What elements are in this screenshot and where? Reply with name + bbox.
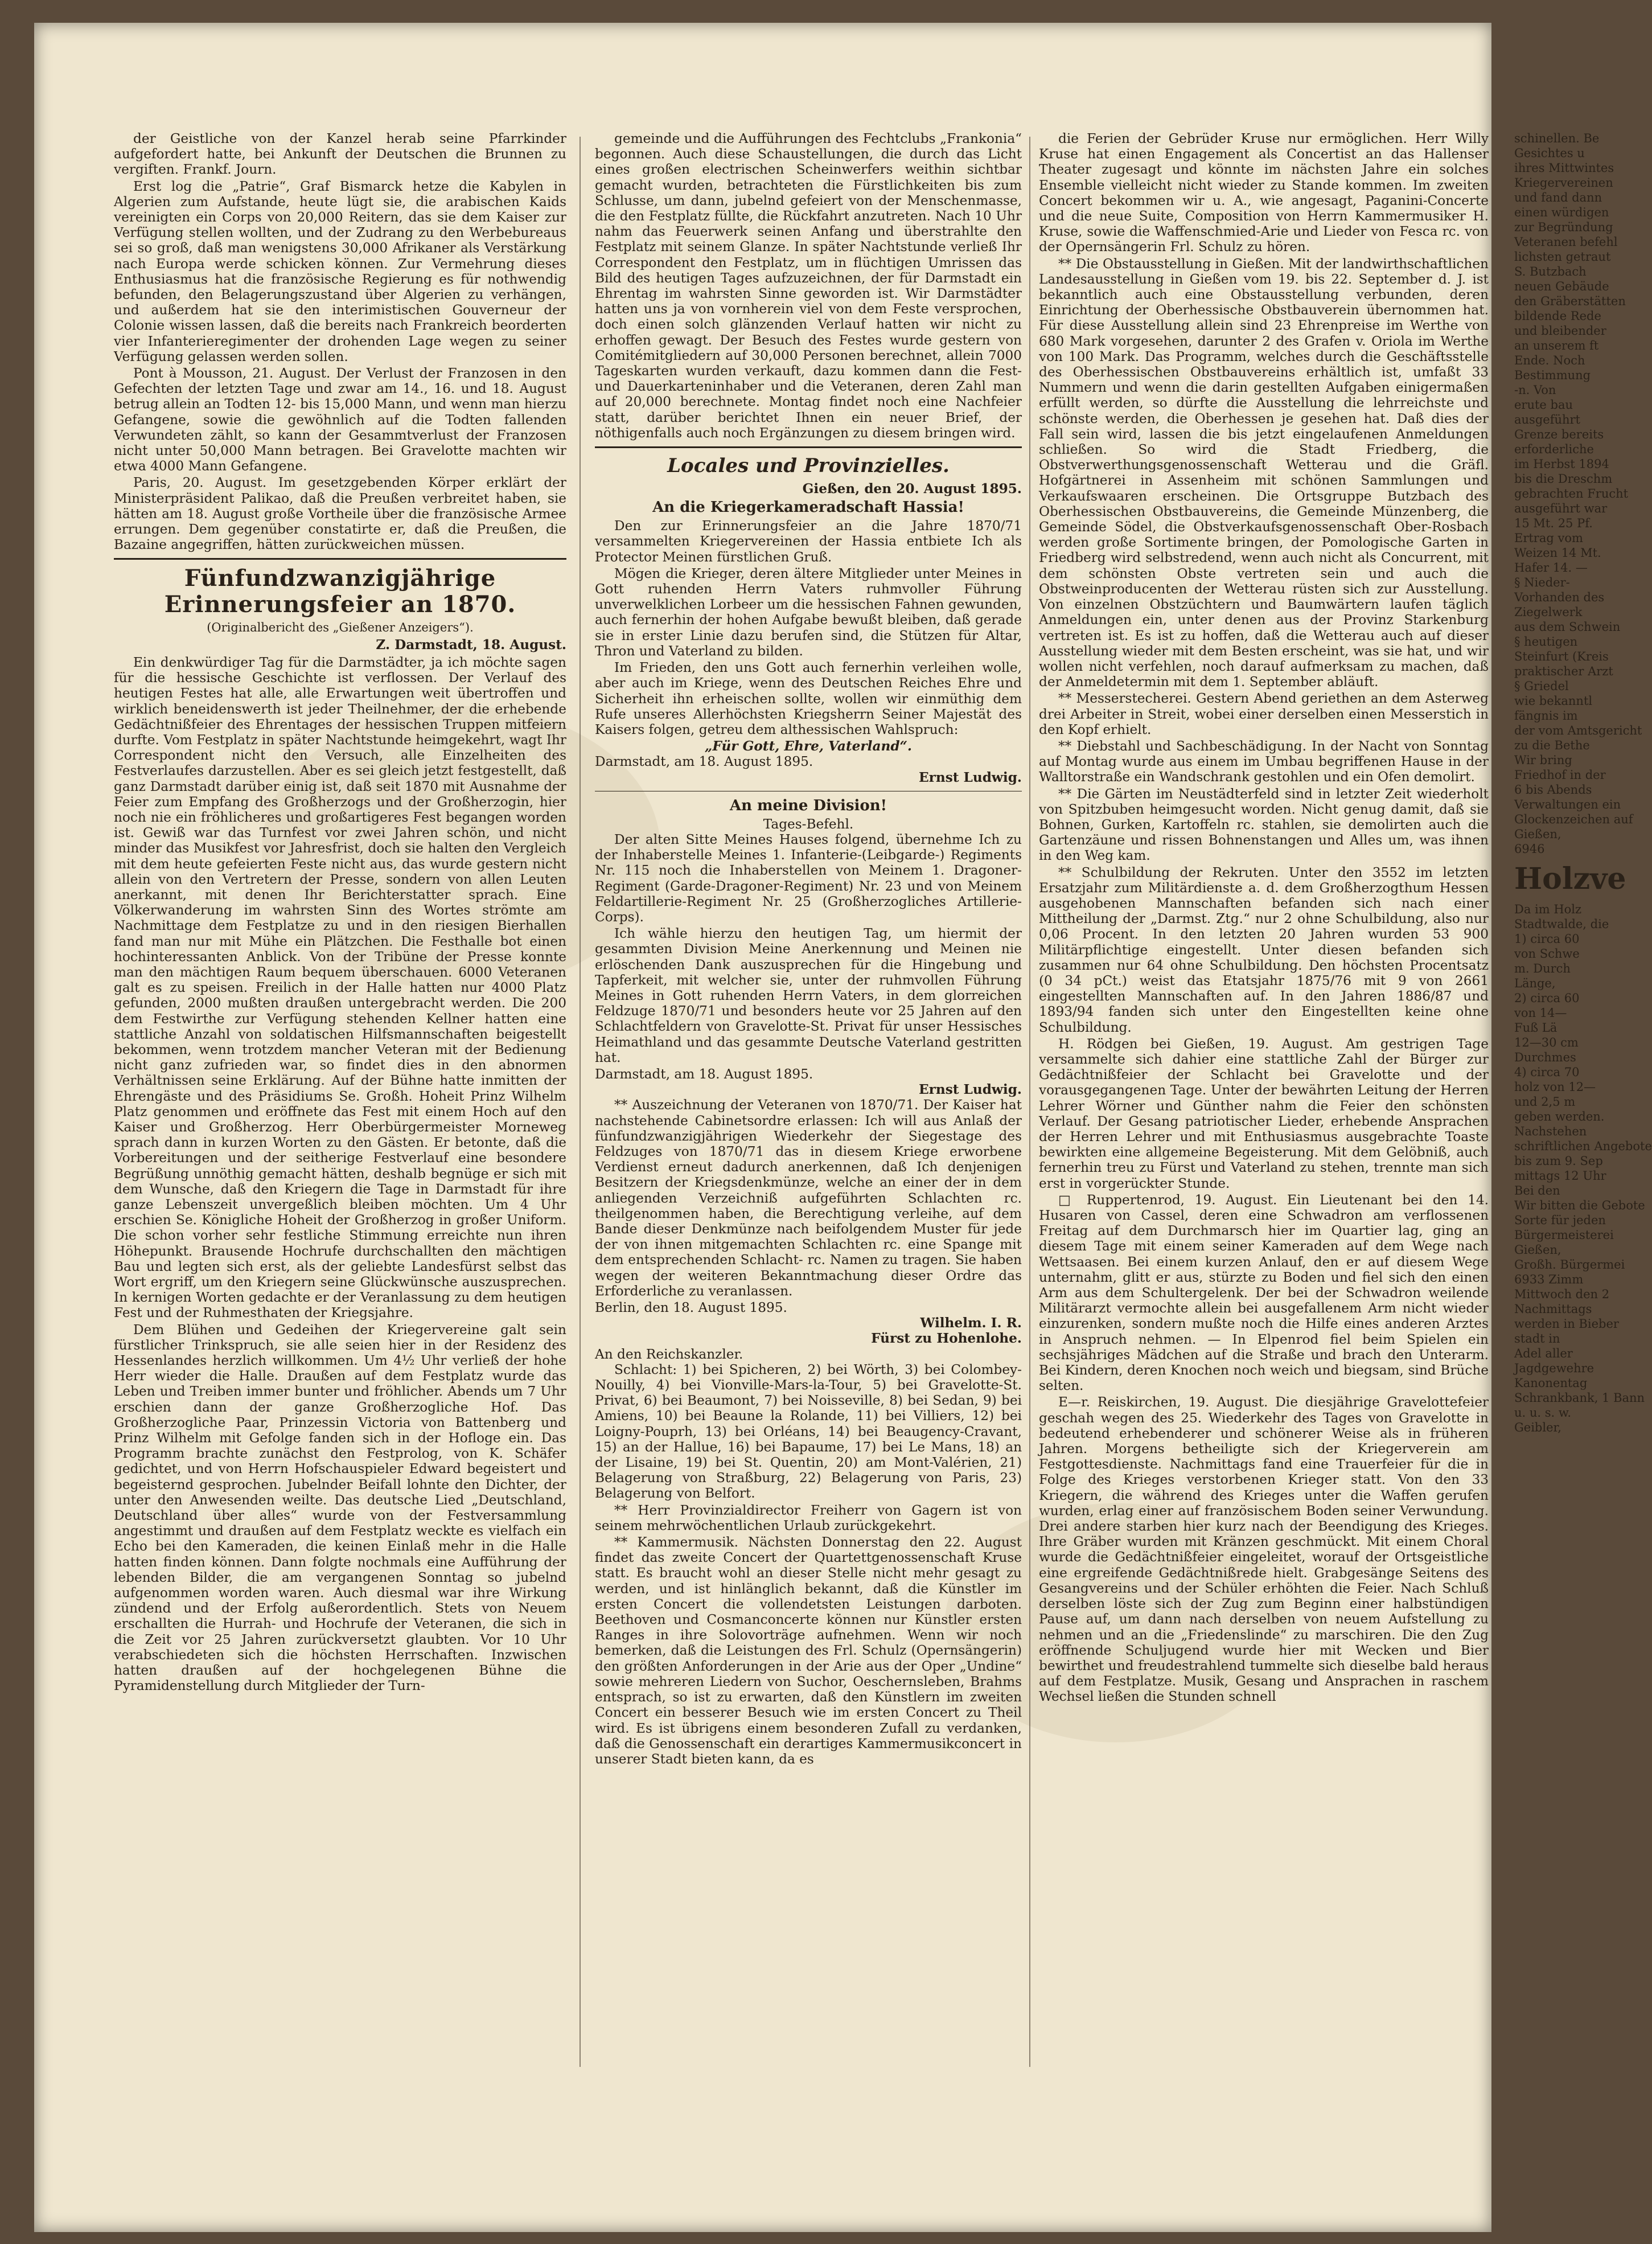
edge-text-line: Adel aller [1514, 1347, 1573, 1360]
edge-text-line: 6 bis Abends [1514, 783, 1592, 797]
edge-text-line: ausgeführt war [1514, 502, 1608, 515]
edge-text-line: § Nieder- [1514, 576, 1570, 589]
edge-text-line: Gießen, [1514, 1243, 1561, 1257]
edge-text-line: Länge, [1514, 977, 1556, 990]
order-title: An meine Division! [729, 797, 887, 814]
edge-text-line: Gießen, [1514, 827, 1561, 841]
paragraph: Schlacht: 1) bei Spicheren, 2) bei Wörth, 3) bei Colombey-Nouilly, 4) bei Vionville-Mars-la-Tour, 5) bei Gravelotte-St. Privat, 6) bei Beaumont, 7) bei Noisseville, 8) bei Sedan, 9) bei Amiens, 10) bei Beaune la Rolande, 11) bei Villiers, 12) bei Loigny-Pouprh, 13) bei Orléans, 14) bei Beaugency-Cravant, 15) an der Hallue, 16) bei Bapaume, 17) bei Le Mans, 18) an der Lisaine, 19) bei St. Quentin, 20) am Mont-Valérien, 21) Belagerung von Straßburg, 22) Belagerung von Paris, 23) Belagerung von Belfort. [595, 1361, 1022, 1502]
section-divider [595, 446, 1022, 448]
paragraph: ** Kammermusik. Nächsten Donnerstag den 22. August findet das zweite Concert der Quartettgenossenschaft Kruse statt. Es braucht wohl an dieser Stelle nicht mehr gesagt zu werden, und ist hinlänglich bekannt, daß die Künstler im ersten Concert die vollendetsten Leistungen darboten. Beethoven und Cosmanconcerte können nur Künstler ersten Ranges in ihre Solovorträge aufnehmen. Wenn wir noch bemerken, daß die Leistungen des Frl. Schulz (Opernsängerin) den größten Anforderungen in der Arie aus der Oper „Undine“ sowie mehreren Liedern von Suchor, Oeschernsleben, Brahms entsprach, so ist zu erwarten, daß den Künstlern im zweiten Concert ein besserer Besuch wie im ersten Concert zu Theil wird. Es ist übrigens einem besonderen Zufall zu verdanken, daß die Genossenschaft ein derartiges Kammermusikconcert in unserer Stadt bieten kann, da es [595, 1535, 1022, 1767]
paragraph: ** Messerstecherei. Gestern Abend geriethen an dem Asterweg drei Arbeiter in Streit, wobei einer derselben einen Messerstich in den Kopf erhielt. [1039, 691, 1489, 737]
article-origin: (Originalbericht des „Gießener Anzeigers“). [207, 621, 474, 635]
edge-text-line: ausgeführt [1514, 413, 1580, 426]
edge-text-line: praktischer Arzt [1514, 664, 1613, 678]
edge-text-line: Da im Holz [1514, 902, 1582, 916]
section-title: Locales und Provinzielles. [667, 454, 950, 478]
addressee: An den Reichskanzler. [595, 1346, 743, 1362]
edge-text-line: Ende. Noch [1514, 354, 1585, 367]
edge-text-line: Verwaltungen ein [1514, 798, 1621, 811]
paragraph: ** Auszeichnung der Veteranen von 1870/71. Der Kaiser hat nachstehende Cabinetsordre erlassen: Ich will aus Anlaß der fünfundzwanzigjährigen Wiederkehr der Siegestage des Feldzuges von 1870/71 das in diesem Kriege erworbene Verdienst erneut dadurch anerkennen, daß Ich denjenigen Besitzern der Kriegsdenkmünze, welche an einer der in dem anliegenden Verzeichniß aufgeführten Schlachten rc. theilgenommen haben, die Berechtigung verleihe, auf dem Bande dieser Denkmünze nach beifolgendem Muster für jede der von ihnen mitgemachten Schlachten rc. eine Spange mit dem entsprechenden Schlacht- rc. Namen zu tragen. Sie haben wegen der weiteren Bekanntmachung dieser Ordre das Erforderliche zu veranlassen. [595, 1097, 1022, 1299]
countersignature: Fürst zu Hohenlohe. [871, 1331, 1022, 1347]
edge-text-line: stadt in [1514, 1332, 1560, 1345]
paragraph: ** Diebstahl und Sachbeschädigung. In der Nacht von Sonntag auf Montag wurde aus einem im Umbau begriffenen Hause in der Walltorstraße ein Wandschrank gestohlen und ein Ofen demolirt. [1039, 738, 1489, 785]
edge-text-line: Steinfurt (Kreis [1514, 650, 1609, 663]
edge-text-line: aus dem Schwein [1514, 620, 1621, 634]
edge-text-line: Mittwoch den 2 [1514, 1287, 1610, 1301]
edge-text-line: Bürgermeisterei [1514, 1228, 1614, 1242]
edge-text-line: Veteranen befehl [1514, 235, 1618, 249]
edge-text-line: bis zum 9. Sep [1514, 1154, 1603, 1168]
paragraph: gemeinde und die Aufführungen des Fechtclubs „Frankonia“ begonnen. Auch diese Schaustellungen, die durch das Licht eines großen electrischen Scheinwerfers weithin sichtbar gemacht wurden, betrachteten die Fürstlichkeiten bis zum Schlusse, um dann, jubelnd gefeiert von der Menschenmasse, die den Festplatz füllte, die Rückfahrt anzutreten. Nach 10 Uhr nahm das Feuerwerk seinen Anfang und überstrahlte den Festplatz mit seinem Glanze. In später Nachtstunde verließ Ihr Correspondent den Festplatz, um in flüchtigen Umrissen das Bild des heutigen Tages aufzuzeichnen, der für Darmstadt ein Ehrentag im wahrsten Sinne geworden ist. Wir Darmstädter hatten uns ja von vornherein viel von dem Feste versprochen, doch einen solch glänzenden Verlauf hatten wir nicht zu erhoffen gewagt. Der Besuch des Festes wurde gestern von Comitémitgliedern auf 30,000 Personen berechnet, allein 7000 Tageskarten wurden verkauft, dazu kommen dann die Fest- und Dauerkarteninhaber und die Veteranen, deren Zahl man auf 20,000 berechnete. Montag findet noch eine Nachfeier statt, darüber berichtet Ihnen ein neuer Brief, der nöthigenfalls auch noch Ergänzungen zu diesem bringen wird. [595, 131, 1022, 441]
edge-text-line: ihres Mittwintes [1514, 161, 1614, 175]
edge-text-line: Hafer 14. — [1514, 561, 1588, 575]
column-2 [595, 131, 1022, 2112]
edge-text-line: Weizen 14 Mt. [1514, 546, 1601, 560]
edge-text-line: von Schwe [1514, 947, 1580, 961]
edge-text-line: 6933 Zimm [1514, 1273, 1584, 1286]
edge-text-line: zur Begründung [1514, 220, 1613, 234]
edge-text-line: an unserem ft [1514, 339, 1599, 352]
signature: Ernst Ludwig. [918, 769, 1022, 785]
edge-text-line: und 2,5 m [1514, 1095, 1576, 1109]
column-3 [1039, 131, 1489, 2112]
article-dateline: Z. Darmstadt, 18. August. [376, 637, 566, 653]
column-rule [580, 137, 581, 2067]
paragraph: ** Die Gärten im Neustädterfeld sind in letzter Zeit wiederholt von Spitzbuben heimgesucht worden. Nicht genug damit, daß sie Bohnen, Gurken, Kartoffeln rc. stahlen, sie demolirten auch die Gartenzäune und rissen Bohnenstangen und Alles um, was ihnen in den Weg kam. [1039, 786, 1489, 864]
edge-text-line: Gesichtes u [1514, 146, 1585, 160]
edge-text-line: Friedhof in der [1514, 768, 1606, 782]
edge-text-line: und fand dann [1514, 191, 1602, 204]
edge-text-line: Schrankbank, 1 Bann [1514, 1391, 1645, 1405]
edge-text-line: Ertrag vom [1514, 531, 1583, 545]
paragraph: Ich wähle hierzu den heutigen Tag, um hiermit der gesammten Division Meine Anerkennung und Meinen nie erlöschenden Dank auszusprechen für die Hingebung und Tapferkeit, mit welcher sie, unter der ruhmvollen Führung Meines in Gott ruhenden Herrn Vaters, in dem glorreichen Feldzuge 1870/71 und besonders heute vor 25 Jahren auf den Schlachtfeldern von Gravelotte-St. Privat für unser Hessisches Heimathland und das gesammte Deutsche Vaterland gestritten hat. [595, 926, 1022, 1065]
paragraph: Der alten Sitte Meines Hauses folgend, übernehme Ich zu der Inhaberstelle Meines 1. Infanterie-(Leibgarde-) Regiments Nr. 115 noch die Inhaberstellen von Meinem 1. Dragoner-Regiment (Garde-Dragoner-Regiment) Nr. 23 und von Meinem Feldartillerie-Regiment Nr. 25 (Großherzogliches Artillerie-Corps). [595, 831, 1022, 925]
signature: Ernst Ludwig. [918, 1082, 1022, 1098]
edge-text-line: von 14— [1514, 1006, 1567, 1020]
article-headline: Fünfundzwanzigjährige Erinnerungsfeier an 1870. [164, 565, 516, 618]
edge-text-line: mittags 12 Uhr [1514, 1169, 1606, 1183]
edge-text-line: Großh. Bürgermei [1514, 1258, 1625, 1271]
edge-text-line: fängnis im [1514, 709, 1578, 723]
paragraph: Pont à Mousson, 21. August. Der Verlust der Franzosen in den Gefechten der letzten Tage und zwar am 14., 16. und 18. August betrug allein an Todten 12- bis 15,000 Mann, und wenn man hierzu Gefangene, sowie die gewöhnlich auf die Todten fallenden Verwundeten zählt, so kann der Gesammtverlust der Franzosen nicht unter 50,000 Mann betragen. Bei Gravelotte machten wir etwa 4000 Mann Gefangene. [114, 366, 566, 474]
paragraph: Mögen die Krieger, deren ältere Mitglieder unter Meines in Gott ruhenden Herrn Vaters ruhmvoller Führung unverwelklichen Lorbeer um die hessischen Fahnen gewunden, auch fernerhin der hohen Aufgabe bewußt bleiben, daß gerade sie in erster Linie dazu berufen sind, die Stützen für Altar, Thron und Vaterland zu bilden. [595, 565, 1022, 659]
edge-text-line: und bleibender [1514, 324, 1606, 338]
edge-text-line: Sorte für jeden [1514, 1213, 1606, 1227]
edge-text-line: Nachmittags [1514, 1302, 1592, 1316]
column-1 [114, 131, 566, 2112]
edge-text-line: Geibler, [1514, 1421, 1561, 1434]
edge-text-line: 12—30 cm [1514, 1036, 1579, 1049]
edge-text-line: lichsten getraut [1514, 250, 1611, 264]
edge-text-line: erforderliche [1514, 442, 1594, 456]
paragraph: ** Schulbildung der Rekruten. Unter den 3552 im letzten Ersatzjahr zum Militärdienste a. d. dem Großherzogthum Hessen ausgehobenen Mannschaften befanden sich nach einer Mittheilung der „Darmst. Ztg.“ nur 2 ohne Schulbildung, also nur 0,06 Procent. In den letzten 20 Jahren wurden 53 900 Militärpflichtige eingestellt. Unter diesen befanden sich zusammen nur 64 ohne Schulbildung. Den höchsten Procentsatz (0 34 pCt.) weist das Etatsjahr 1875/76 mit 9 von 2661 eingestellten Mannschaften auf. In den Jahren 1886/87 und 1893/94 fanden sich unter den Eingestellten keine ohne Schulbildung. [1039, 864, 1489, 1035]
edge-text-line: Wir bring [1514, 753, 1572, 767]
edge-text-line: holz von 12— [1514, 1080, 1596, 1094]
paragraph: der Geistliche von der Kanzel herab seine Pfarrkinder aufgefordert hatte, bei Ankunft der Deutschen die Brunnen zu vergiften. Frankf. Journ. [114, 131, 566, 178]
paragraph: □ Ruppertenrod, 19. August. Ein Lieutenant bei den 14. Husaren von Cassel, deren eine Schwadron am verflossenen Freitag auf dem Durchmarsch hier im Quartier lag, ging an diesem Tage mit einem seiner Kameraden auf dem Wege nach Wettsaasen. Bei einem kurzen Anlauf, den er auf diesem Wege unternahm, glitt er aus, stürzte zu Boden und fiel sich den einen Arm aus dem Schultergelenk. Der bei der Schwadron weilende Militärarzt vermochte allein bei ausgefallenem Arm nicht wieder einzurenken, sondern mußte noch die Hilfe eines anderen Arztes in Anspruch nehmen. — In Elpenrod fiel beim Spielen ein sechsjähriges Mädchen auf die Straße und brach den Unterarm. Bei Kindern, deren Knochen noch weich und biegsam, sind Brüche selten. [1039, 1192, 1489, 1394]
edge-text-line: § Griedel [1514, 679, 1569, 693]
place-date: Darmstadt, am 18. August 1895. [595, 1066, 813, 1082]
edge-text-line: werden in Bieber [1514, 1317, 1619, 1331]
edge-text-line: § heutigen [1514, 635, 1578, 649]
edge-text-line: Holzve [1514, 862, 1626, 896]
edge-text-line: im Herbst 1894 [1514, 457, 1609, 471]
proclamation-title: An die Kriegerkameradschaft Hassia! [652, 499, 964, 516]
section-divider [114, 558, 566, 560]
paragraph: Paris, 20. August. Im gesetzgebenden Körper erklärt der Ministerpräsident Palikao, daß die Preußen verbreitet haben, sie hätten am 18. August große Vortheile über die französische Armee errungen. Dem gegenüber constatirte er, daß die Preußen, die Bazaine angegriffen, hätten zurückweichen müssen. [114, 475, 566, 553]
edge-text-line: Fuß Lä [1514, 1021, 1558, 1035]
paragraph: Ein denkwürdiger Tag für die Darmstädter, ja ich möchte sagen für die hessische Geschichte ist verflossen. Der Verlauf des heutigen Festes hat alle, alle Erwartungen weit übertroffen und wirklich beneidenswerth ist jeder Theilnehmer, der die erhebende Gedächtnißfeier des Ehrentages der hessischen Truppen mitfeiern durfte. Vom Festplatz in später Nachtstunde heimgekehrt, wagt Ihr Correspondent nicht den Versuch, alle Einzelheiten des Festverlaufes darzustellen. Aber es sei gleich jetzt festgestellt, daß ganz Darmstadt darüber einig ist, daß seit 1870 mit Ausnahme der Feier zum Empfang des Großherzogs und der Großherzogin, hier noch nie ein fröhlicheres und großartigeres Fest begangen worden ist. Gewiß war das Turnfest vor zwei Jahren schön, und nicht minder das Musikfest vor Jahresfrist, doch sie halten den Vergleich mit dem heute gefeierten Feste nicht aus, das wurde gestern nicht allein von den Vertretern der Presse, sondern von allen Leuten anerkannt, mit denen Ihr Berichterstatter sprach. Eine Völkerwanderung im wahrsten Sinn des Wortes strömte am Nachmittage dem Festplatze zu und in den riesigen Bierhallen fand man nur mit Mühe ein Plätzchen. Die Festhalle bot einen hochinteressanten Anblick. Von der Tribüne der Presse konnte man den mächtigen Raum bequem überschauen. 6000 Veteranen galt es zu speisen. Freilich in der Halle hatten nur 4000 Platz gefunden, 2000 mußten draußen untergebracht werden. Die 200 dem Festwirthe zur Verfügung stehenden Kellner hatten eine stattliche Anzahl von soldatischen Hilfsmannschaften beigestellt bekommen, wenn trotzdem mancher Veteran mit der Bedienung nicht ganz zufrieden war, so findet dies in den abnormen Verhältnissen seine Erklärung. Auf der Bühne hatte inmitten der Ehrengäste und des Präsidiums Se. Großh. Hoheit Prinz Wilhelm Platz genommen und eröffnete das Fest mit einem Hoch auf den Kaiser und Großherzog. Herr Oberbürgermeister Morneweg sprach dann in kurzen Worten zu den Gästen. Er betonte, daß die Vorbereitungen und der seitherige Festverlauf eine besondere Begrüßung unnöthig gemacht hätten, deshalb begnüge er sich mit dem Wunsche, daß den Kriegern die Tage in Darmstadt für ihre ganze Lebenszeit unvergeßlich bleiben möchten. Um 4 Uhr erschien Se. Königliche Hoheit der Großherzog in großer Uniform. Die schon vorher sehr festliche Stimmung erreichte nun ihren Höhepunkt. Brausende Hochrufe durchschallten den mächtigen Bau und legten sich erst, als der geliebte Landesfürst selbst das Wort ergriff, um den Kriegern seine Glückwünsche auszusprechen. In kernigen Worten gedachte er der Veranlassung zu dem heutigen Fest und der Ruhmesthaten der Kriegsjahre. [114, 654, 566, 1321]
paragraph: Dem Blühen und Gedeihen der Kriegervereine galt sein fürstlicher Trinkspruch, sie alle seien hier in der Residenz des Hessenlandes herzlich willkommen. Um 4½ Uhr verließ der hohe Herr wieder die Halle. Draußen auf dem Festplatz wurde das Leben und Treiben immer bunter und fröhlicher. Abends um 7 Uhr erschien dann der ganze Großherzogliche Hof. Das Großherzogliche Paar, Prinzessin Victoria von Battenberg und Prinz Wilhelm mit Gefolge fanden sich in der Hofloge ein. Das Programm brachte zunächst den Festprolog, von K. Schäfer gedichtet, und von Herrn Hofschauspieler Edward begeistert und begeisternd gesprochen. Jubelnder Beifall lohnte den Dichter, der unter den Anwesenden weilte. Das deutsche Lied „Deutschland, Deutschland über alles“ wurde von der Festversammlung angestimmt und draußen auf dem Festplatz weckte es vielfach ein Echo bei den Kameraden, die keinen Einlaß mehr in die Halle hatten finden können. Dann folgte nochmals eine Aufführung der lebenden Bilder, die am vergangenen Sonntag so jubelnd aufgenommen worden waren. Auch diesmal war ihre Wirkung zündend und der Erfolg außerordentlich. Stets von Neuem erschallten die Hurrah- und Hochrufe der Veteranen, die sich in die Zeit vor 25 Jahren zurückversetzt glaubten. Vor 10 Uhr verabschiedeten sich die höchsten Herrschaften. Inzwischen hatten draußen auf der hochgelegenen Bühne die Pyramidenstellung durch Mitglieder der Turn- [114, 1322, 566, 1694]
edge-text-line: schinellen. Be [1514, 132, 1600, 145]
edge-text-line: schriftlichen Angebote [1514, 1139, 1652, 1153]
edge-text-line: Kanonentag [1514, 1376, 1588, 1390]
paragraph: die Ferien der Gebrüder Kruse nur ermöglichen. Herr Willy Kruse hat einen Engagement als Concertist an das Hallenser Theater zugesagt und könnte im nächsten Jahre ein solches Ensemble vielleicht nicht wieder zu Stande kommen. Im zweiten Concert bekommen wir u. A., wie angesagt, Paganini-Concerte und die neue Suite, Composition von Herrn Kammermusiker H. Kruse, sowie die Waffenschmied-Arie und Lieder von Fesca rc. von der Opernsängerin Frl. Schulz zu hören. [1039, 131, 1489, 255]
edge-text-line: 15 Mt. 25 Pf. [1514, 516, 1593, 530]
motto: „Für Gott, Ehre, Vaterland“. [705, 739, 912, 754]
edge-text-line: Wir bitten die Gebote [1514, 1199, 1645, 1212]
edge-text-line: neuen Gebäude [1514, 280, 1609, 293]
order-subtitle: Tages-Befehl. [763, 816, 854, 832]
place-date: Berlin, den 18. August 1895. [595, 1300, 787, 1316]
paragraph: Erst log die „Patrie“, Graf Bismarck hetze die Kabylen in Algerien zum Aufstande, heute lügt sie, die arabischen Kaids vereinigten ein Corps von 20,000 Reitern, das sie dem Kaiser zur Verfügung stellen wollten, und der Zudrang zu den Werbebureaus sei so groß, daß man wenigstens 30,000 Afrikaner als Verstärkung nach Europa werde schicken können. Zur Vermehrung dieses Enthusiasmus hat die französische Regierung es für nothwendig befunden, den Belagerungszustand über Algerien zu verhängen, und außerdem hat sie den interimistischen Gouverneur der Colonie wissen lassen, daß die bereits nach Frankreich beorderten vier Infanterieregimenter der drohenden Lage wegen zu seiner Verfügung gelassen werden sollen. [114, 178, 566, 364]
edge-text-line: Grenze bereits [1514, 428, 1604, 441]
edge-text-line: Vorhanden des [1514, 590, 1605, 604]
edge-text-line: 4) circa 70 [1514, 1065, 1580, 1079]
edge-text-line: Stadtwalde, die [1514, 917, 1609, 931]
signature: Wilhelm. I. R. [920, 1315, 1022, 1331]
paragraph: E—r. Reiskirchen, 19. August. Die diesjährige Gravelottefeier geschah wegen des 25. Wiederkehr des Tages von Gravelotte in bedeutend erhebenderer und schönerer Weise als in früheren Jahren. Morgens betheiligte sich der Kriegerverein am Festgottesdienste. Nachmittags fand eine Trauerfeier für die in Folge des Krieges verstorbenen Krieger statt. Von den 33 Kriegern, die während des Krieges unter die Waffen gerufen wurden, erlag einer auf französischem Boden seiner Verwundung. Drei andere starben hier kurz nach der Beendigung des Krieges. Ihre Gräber wurden mit Kränzen geschmückt. Mit einem Choral wurde die Gedächtnißfeier eingeleitet, worauf der Ortsgeistliche eine ergreifende Gedächtnißrede hielt. Grabgesänge Seitens des Gesangvereins und der Schüler erhöhten die Feier. Nach Schluß derselben löste sich der Zug zum Beginn einer halbstündigen Pause auf, um dann nach derselben von neuem Aufstellung zu nehmen und an die „Friedenslinde“ zu marschiren. Die den Zug eröffnende Schuljugend wurde hier mit Wecken und Bier bewirthet und freudestrahlend tummelte sich dieselbe bald heraus auf dem Festplatze. Musik, Gesang und Ansprachen in raschem Wechsel ließen die Stunden schnell [1039, 1394, 1489, 1705]
edge-text-line: 2) circa 60 [1514, 991, 1580, 1005]
paragraph: Den zur Erinnerungsfeier an die Jahre 1870/71 versammelten Kriegervereinen der Hassia entbiete Ich als Protector Meinen fürstlichen Gruß. [595, 518, 1022, 565]
paragraph: ** Herr Provinzialdirector Freiherr von Gagern ist von seinem mehrwöchentlichen Urlaub zurückgekehrt. [595, 1502, 1022, 1533]
paragraph: ** Die Obstausstellung in Gießen. Mit der landwirthschaftlichen Landesausstellung in Gießen vom 19. bis 22. September d. J. ist bekanntlich auch eine Obstausstellung verbunden, deren Einrichtung der Oberhessische Obstbauverein übernommen hat. Für diese Ausstellung allein sind 23 Ehrenpreise im Werthe von 680 Mark vorgesehen, darunter 2 des Grafen v. Oriola im Werthe von 100 Mark. Das Programm, welches durch die Geschäftsstelle des Oberhessischen Obstbauvereins erhältlich ist, umfaßt 33 Nummern und wenn die darin gestellten Aufgaben einigermaßen erfüllt werden, so dürfte die Ausstellung die lehrreichste und schönste werden, die Oberhessen je gesehen hat. Daß dies der Fall sein wird, lassen die bis jetzt eingelaufenen Anmeldungen schließen. So wird die Stadt Friedberg, die Obstverwerthungsgenossenschaft Wetterau und die Gräfl. Hofgärtnerei in Assenheim mit schönen Sammlungen und Verkaufswaaren erscheinen. Die Ortsgruppe Butzbach des Oberhessischen Obstbauvereins, die Gemeinde Münzenberg, die Gemeinde Södel, die Obstverkaufsgenossenschaft Ober-Rosbach werden große Sortimente bringen, der Pomologische Garten in Friedberg wird selbstredend, wenn auch nicht als Concurrent, mit dem schönsten Obste vertreten sein und auch die Obstweinproducenten der Wetterau rüsten sich zur Ausstellung. Von einzelnen Obstzüchtern und Baumwärtern laufen täglich Anmeldungen ein, unter denen aus der Provinz Starkenburg vertreten ist. Es ist zu hoffen, daß die Wetterau auch auf dieser Ausstellung wieder mit dem Besten erscheint, was sie hat, und wir wollen nicht verfehlen, noch darauf aufmerksam zu machen, daß der Anmeldetermin mit dem 1. September abläuft. [1039, 256, 1489, 690]
edge-text-line: geben werden. [1514, 1110, 1605, 1123]
edge-text-line: erute bau [1514, 398, 1573, 412]
edge-text-line: bildende Rede [1514, 309, 1601, 323]
edge-text-line: Bestimmung [1514, 368, 1591, 382]
section-dateline: Gießen, den 20. August 1895. [802, 481, 1022, 497]
paragraph: Im Frieden, den uns Gott auch fernerhin verleihen wolle, aber auch im Kriege, wenn des Deutschen Reiches Ehre und Sicherheit ihn erheischen sollte, wollen wir einmüthig dem Rufe unseres Allerhöchsten Kriegsherrn Seiner Majestät des Kaisers folgen, getreu dem althessischen Wahlspruch: [595, 660, 1022, 737]
edge-text-line: bis die Dreschm [1514, 472, 1613, 486]
edge-text-line: Jagdgewehre [1514, 1361, 1595, 1375]
edge-text-line: Bei den [1514, 1184, 1560, 1197]
edge-text-line: einen würdigen [1514, 206, 1609, 219]
edge-text-line: 1) circa 60 [1514, 932, 1580, 946]
edge-text-line: Kriegervereinen [1514, 176, 1613, 190]
edge-text-line: Glockenzeichen auf [1514, 813, 1633, 826]
edge-text-line: S. Butzbach [1514, 265, 1587, 278]
adjacent-page-edge [1514, 131, 1652, 2078]
edge-text-line: Durchmes [1514, 1051, 1576, 1064]
place-date: Darmstadt, am 18. August 1895. [595, 754, 813, 770]
edge-text-line: -n. Von [1514, 383, 1556, 397]
edge-text-line: m. Durch [1514, 962, 1571, 975]
edge-text-line: u. u. s. w. [1514, 1406, 1572, 1420]
edge-text-line: Ziegelwerk [1514, 605, 1583, 619]
column-rule [1029, 137, 1030, 2067]
edge-text-line: Nachstehen [1514, 1125, 1587, 1138]
edge-text-line: den Gräberstätten [1514, 294, 1626, 308]
edge-text-line: zu die Bethe [1514, 739, 1590, 752]
edge-text-line: wie bekanntl [1514, 694, 1593, 708]
edge-text-line: 6946 [1514, 842, 1545, 856]
paragraph: H. Rödgen bei Gießen, 19. August. Am gestrigen Tage versammelte sich dahier eine stattliche Zahl der Bürger zur Gedächtnißfeier der Schlacht bei Gravelotte und der vorausgegangenen Tage. Unter der bewährten Leitung der Herren Lehrer Wörner und Günther nahm die Feier den schönsten Verlauf. Der Gesang patriotischer Lieder, erhebende Ansprachen der Herren Lehrer und mit Enthusiasmus ausgebrachte Toaste bewirkten eine allgemeine Begeisterung. Mit dem Gelöbniß, auch fernerhin treu zu Fürst und Vaterland zu stehen, trennte man sich erst in vorgerückter Stunde. [1039, 1036, 1489, 1191]
edge-text-line: der vom Amtsgericht [1514, 724, 1642, 737]
newspaper-page [34, 23, 1652, 2232]
edge-text-line: gebrachten Frucht [1514, 487, 1629, 501]
